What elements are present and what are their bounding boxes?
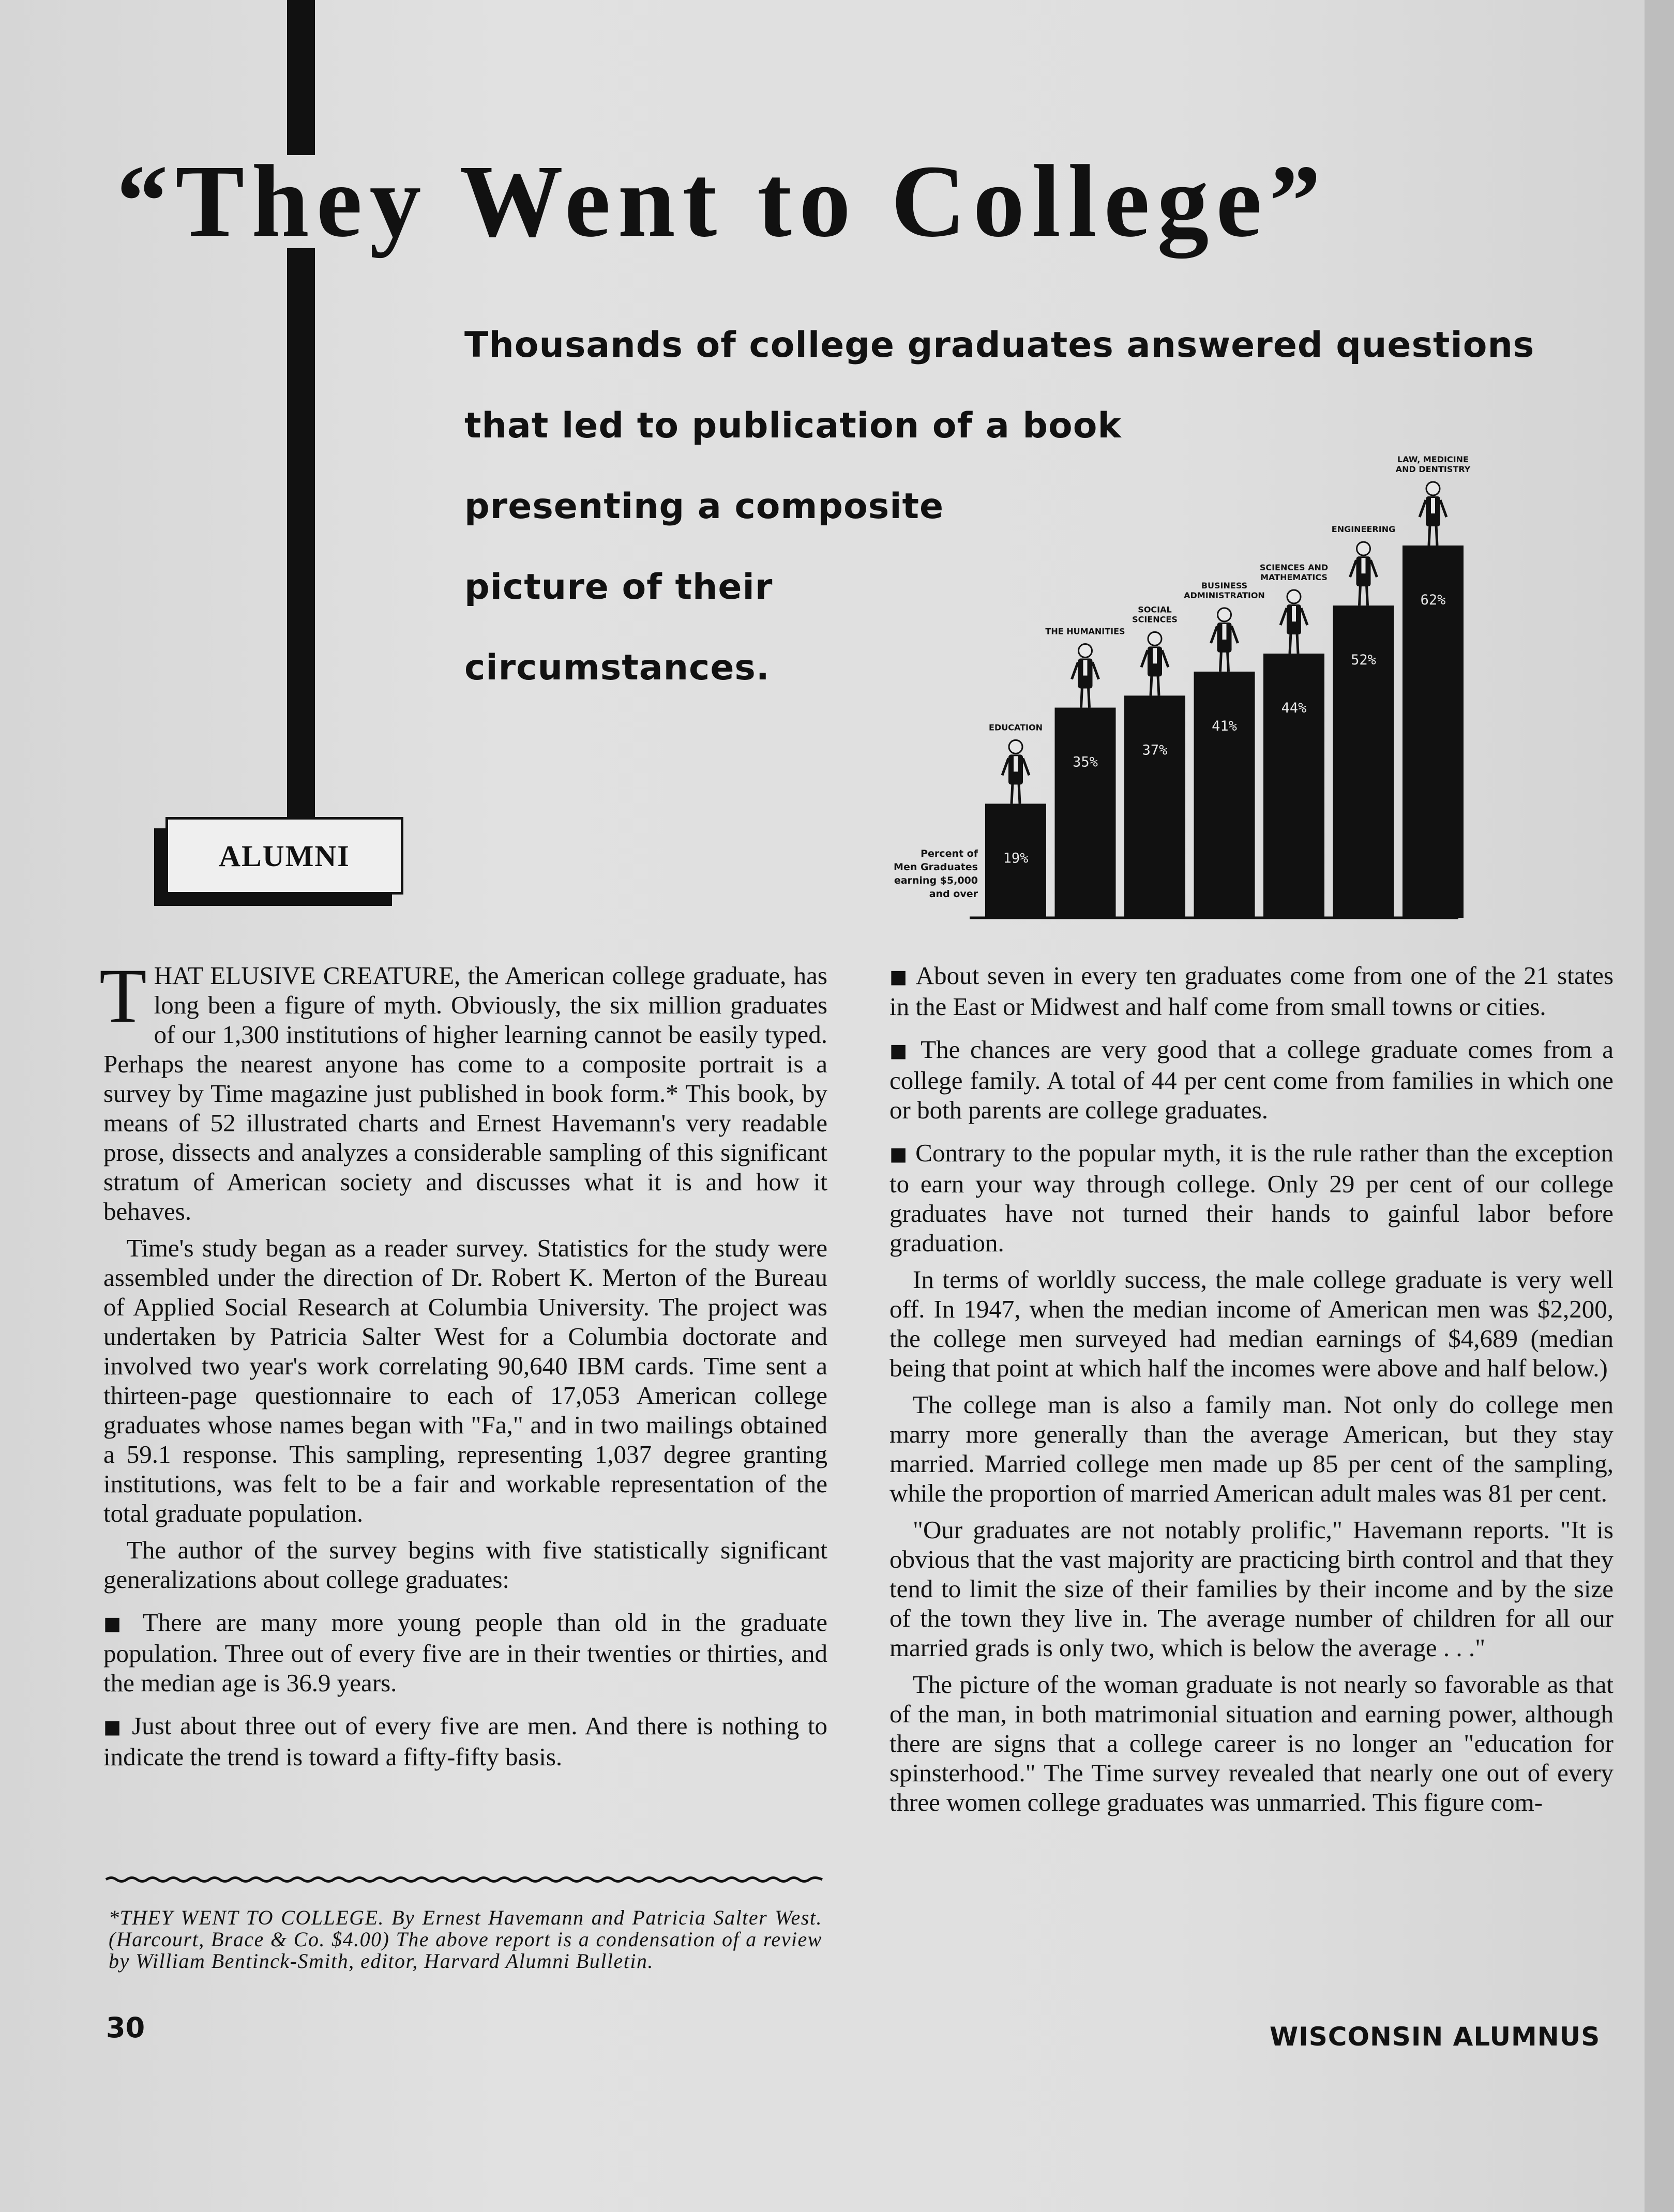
figure-arm — [1280, 608, 1287, 625]
section-label-box — [165, 817, 403, 895]
figure-arm — [1420, 500, 1426, 517]
paragraph: In terms of worldly success, the male college graduate is very well off. In 1947, when the median income of American men was $2,200, the college men surveyed had median earnings of $4,689 (median being that point at which half the incomes were above and half below.) — [889, 1265, 1613, 1382]
figure-leg — [1297, 633, 1298, 654]
figure-leg — [1151, 675, 1152, 695]
left-column — [99, 953, 828, 1771]
chart-ylabel: Percent of Men Graduates earning $5,000 and over — [894, 848, 978, 900]
bullet-square-icon: ■ — [103, 1613, 129, 1634]
drop-cap: T — [99, 953, 147, 1039]
bullet-text: There are many more young people than old in the graduate population. Three out of every five are in their twenties or thirties, and the median age is 36.9 years. — [103, 1608, 828, 1697]
chart-value-label: 62% — [1420, 592, 1446, 608]
section-label: ALUMNI — [219, 839, 350, 873]
figure-arm — [1232, 626, 1238, 643]
chart-category-label: SCIENCES AND MATHEMATICS — [1259, 563, 1329, 583]
subtitle-line: that led to publication of a book — [464, 405, 1122, 446]
bullet-text: Contrary to the popular myth, it is the rule rather than the exception to earn your way through college. Only 29 per cent of our college graduates have not turned their hands to gainful labor before graduation. — [889, 1139, 1614, 1257]
figure-head — [1218, 608, 1231, 622]
figure-leg — [1360, 585, 1361, 605]
paragraph: The picture of the woman graduate is not nearly so favorable as that of the man, in both matrimonial situation and earning power, although there are signs that a college career is no longer an "education for spinsterhood." The Time survey revealed that nearly one out of every three women college graduates was unmarried. This figure com- — [889, 1670, 1613, 1816]
figure-arm — [1371, 560, 1377, 577]
chart-category-label: ENGINEERING — [1331, 524, 1396, 535]
chart-category-label: EDUCATION — [989, 722, 1043, 733]
page-number: 30 — [106, 2011, 145, 2044]
publication-name: WISCONSIN ALUMNUS — [1270, 2022, 1601, 2052]
figure-shirt — [1362, 558, 1366, 573]
subtitle-line: picture of their — [464, 567, 773, 608]
figure-leg — [1228, 651, 1229, 672]
figure-head — [1287, 590, 1301, 603]
decorative-bar-top — [287, 0, 315, 155]
figure-arm — [1211, 626, 1217, 643]
intro-text: HAT ELUSIVE CREATURE, the American college graduate, has long been a figure of myth. Obviously, the six million graduates of our 1,300 institutions of higher learning cannot be easily typed. Perhaps the nearest anyone has come to a composite portrait is a survey by Time magazine just published in book form.* This book, by means of 52 illustrated charts and Ernest Havemann's very readable prose, dissects and analyzes a considerable sampling of this significant stratum of American society and discusses what it is and how it behaves. — [103, 961, 827, 1225]
figure-leg — [1089, 687, 1090, 708]
bullet-item — [889, 1138, 1613, 1257]
figure-arm — [1002, 758, 1008, 775]
figure-arm — [1301, 608, 1307, 625]
chart-value-label: 41% — [1212, 718, 1237, 734]
subtitle-line: Thousands of college graduates answered questions — [464, 325, 1535, 366]
chart-value-label: 52% — [1351, 652, 1376, 669]
bullet-text: Just about three out of every five are men. And there is nothing to indicate the trend is toward a fifty-fifty basis. — [103, 1711, 828, 1771]
figure-arm — [1162, 650, 1168, 667]
figure-arm — [1350, 560, 1356, 577]
bullet-text: About seven in every ten graduates come from one of the 21 states in the East or Midwest and half come from small towns or cities. — [889, 961, 1614, 1021]
chart-value-label: 19% — [1003, 850, 1029, 867]
figure-arm — [1093, 662, 1099, 679]
chart-bar — [1263, 654, 1324, 918]
bullet-item — [103, 1711, 827, 1771]
figure-arm — [1072, 662, 1078, 679]
income-bar-chart — [869, 403, 1471, 926]
chart-value-label: 44% — [1281, 700, 1307, 717]
figure-leg — [1290, 633, 1291, 654]
decorative-bar — [287, 248, 315, 827]
figure-arm — [1023, 758, 1029, 775]
figure-leg — [1158, 675, 1159, 695]
paragraph: "Our graduates are not notably prolific," Havemann reports. "It is obvious that the vast majority are practicing birth control and that they tend to limit the size of their families by their income and by the size of the town they live in. The average number of children for all our married grads is only two, which is below the average . . ." — [889, 1516, 1613, 1662]
subtitle-line: presenting a composite — [464, 486, 944, 527]
figure-shirt — [1083, 660, 1088, 676]
subtitle-line: circumstances. — [464, 647, 770, 688]
figure-leg — [1012, 783, 1013, 804]
paragraph: Time's study began as a reader survey. Statistics for the study were assembled under the direction of Dr. Robert K. Merton of the Bureau of Applied Social Research at Columbia University. The project was undertaken by Patricia Salter West for a Columbia doctorate and involved two year's work correlating 90,640 IBM cards. Time sent a thirteen-page questionnaire to each of 17,053 American college graduates whose names began with "Fa," and in two mailings obtained a 59.1 response. This sampling, representing 1,037 degree granting institutions, was felt to be a fair and workable representation of the total graduate population. — [103, 1234, 827, 1527]
footnote: *THEY WENT TO COLLEGE. By Ernest Havemann and Patricia Salter West. (Harcourt, Brace & Co. $4.00) The above report is a condensation of a review by William Bentinck-Smith, editor, Harvard Alumni Bulletin. — [109, 1906, 822, 1973]
footnote-divider — [106, 1876, 822, 1883]
bullet-square-icon: ■ — [103, 1717, 124, 1738]
chart-category-label: SOCIAL SCIENCES — [1132, 604, 1178, 625]
right-column — [889, 961, 1613, 1817]
figure-shirt — [1223, 624, 1227, 640]
chart-bar — [1055, 708, 1116, 918]
figure-leg — [1367, 585, 1368, 605]
figure-arm — [1141, 650, 1148, 667]
bullet-square-icon: ■ — [889, 966, 909, 988]
figure-head — [1148, 632, 1162, 645]
chart-bar — [1124, 695, 1185, 918]
figure-head — [1009, 740, 1022, 753]
figure-shirt — [1014, 756, 1018, 771]
article-title: “They Went to College” — [116, 144, 1329, 259]
figure-leg — [1429, 525, 1430, 546]
figure-shirt — [1153, 648, 1157, 663]
bullet-item — [889, 961, 1613, 1021]
figure-head — [1426, 482, 1440, 495]
chart-category-label: THE HUMANITIES — [1045, 626, 1125, 637]
figure-leg — [1019, 783, 1020, 804]
chart-category-label: LAW, MEDICINE AND DENTISTRY — [1395, 454, 1471, 474]
figure-arm — [1440, 500, 1446, 517]
figure-leg — [1081, 687, 1082, 708]
paragraph: The author of the survey begins with five statistically significant generalizations about college graduates: — [103, 1536, 827, 1594]
chart-bar — [1194, 672, 1255, 918]
bullet-text: The chances are very good that a college graduate comes from a college family. A total of 44 per cent come from families in which one or both parents are college graduates. — [889, 1035, 1613, 1124]
figure-leg — [1220, 651, 1221, 672]
figure-head — [1079, 644, 1092, 658]
figure-leg — [1436, 525, 1437, 546]
bullet-square-icon: ■ — [889, 1144, 908, 1165]
bullet-item — [103, 1608, 827, 1698]
chart-category-label: BUSINESS ADMINISTRATION — [1184, 580, 1265, 600]
bullet-square-icon: ■ — [889, 1040, 911, 1062]
figure-head — [1357, 542, 1370, 555]
chart-value-label: 37% — [1142, 742, 1168, 759]
intro-paragraph — [99, 953, 827, 1226]
chart-value-label: 35% — [1073, 754, 1098, 770]
bullet-item — [889, 1035, 1613, 1125]
figure-shirt — [1431, 498, 1435, 513]
paragraph: The college man is also a family man. Not only do college men marry more generally than the average American, but they stay married. Married college men made up 85 per cent of the sampling, while the proportion of married American adult males was 81 per cent. — [889, 1390, 1613, 1507]
scan-edge — [1645, 0, 1674, 2212]
figure-shirt — [1292, 606, 1296, 622]
